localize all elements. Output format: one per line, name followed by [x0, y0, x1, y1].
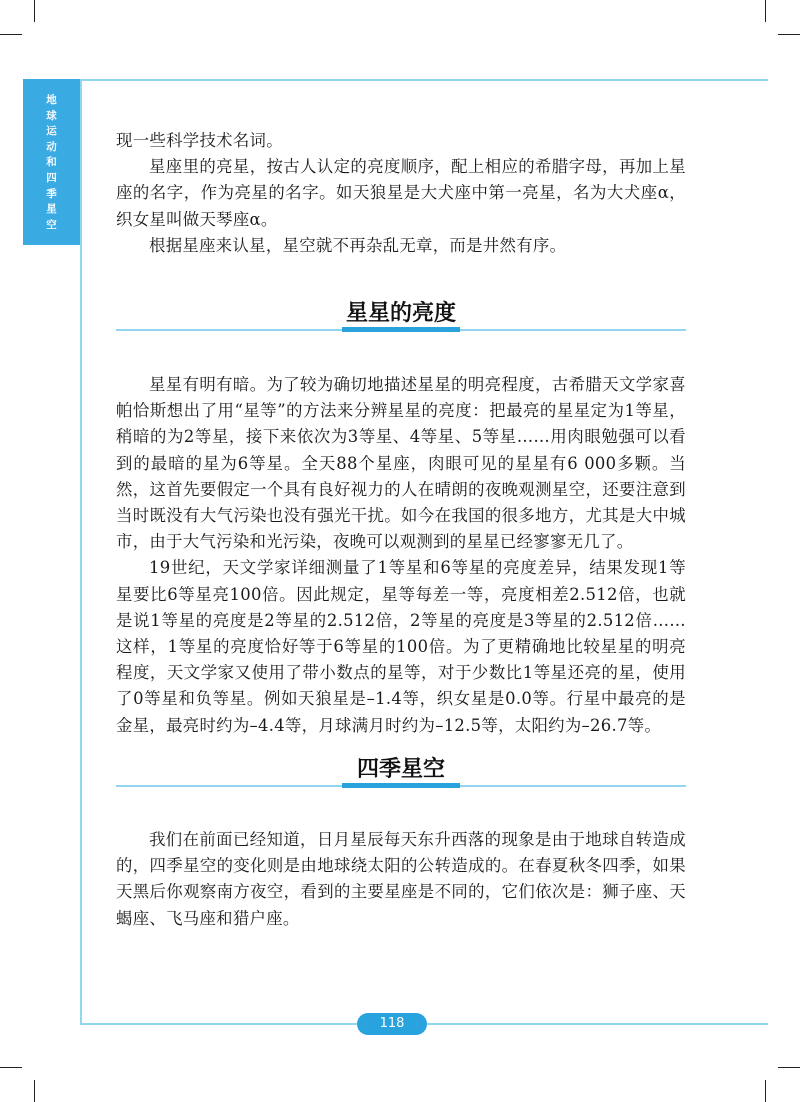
page-frame-top: [80, 79, 768, 81]
section-body-seasons: [116, 827, 686, 932]
crop-mark: [0, 1067, 22, 1068]
crop-mark: [778, 34, 800, 35]
page-frame-left: [80, 79, 82, 1025]
heading-accent-bar: [342, 783, 460, 788]
crop-mark: [765, 1080, 766, 1102]
paragraph: 现一些科学技术名词。: [116, 131, 283, 150]
crop-mark: [34, 0, 35, 22]
crop-mark: [765, 0, 766, 22]
paragraph: 星座里的亮星，按古人认定的亮度顺序，配上相应的希腊字母，再加上星座的名字，作为亮星的名字。如天狼星是大犬座中第一亮星，名为大犬座α，织女星叫做天琴座α。: [116, 157, 686, 229]
crop-mark: [778, 1067, 800, 1068]
paragraph: 星星有明有暗。为了较为确切地描述星星的明亮程度，古希腊天文学家喜帕恰斯想出了用“星等”的方法来分辨星星的亮度：把最亮的星星定为1等星，稍暗的为2等星，接下来依次为3等星、4等星、5等星……用肉眼勉强可以看到的最暗的星为6等星。全天88个星座，肉眼可见的星星有6 000多颗。当然，这首先要假定一个具有良好视力的人在晴朗的夜晚观测星空，还要注意到当时既没有大气污染也没有强光干扰。如今在我国的很多地方，尤其是大中城市，由于大气污染和光污染，夜晚可以观测到的星星已经寥寥无几了。: [116, 375, 686, 552]
section-title: 四季星空: [356, 757, 445, 782]
section-title: 星星的亮度: [345, 301, 456, 326]
paragraph: 19世纪，天文学家详细测量了1等星和6等星的亮度差异，结果发现1等星要比6等星亮100倍。因此规定，星等每差一等，亮度相差2.512倍，也就是说1等星的亮度是2等星的2.512倍，2等星的亮度是3等星的2.512倍……这样，1等星的亮度恰好等于6等星的100倍。为了更精确地比较星星的明亮程度，天文学家又使用了带小数点的星等，对于少数比1等星还亮的星，使用了0等星和负等星。例如天狼星是–1.4等，织女星是0.0等。行星中最亮的是金星，最亮时约为–4.4等，月球满月时约为–12.5等，太阳约为–26.7等。: [116, 558, 686, 735]
chapter-char: 季: [46, 187, 57, 200]
crop-mark: [34, 1080, 35, 1102]
chapter-char: 运: [46, 125, 57, 138]
chapter-char: 地: [46, 94, 57, 106]
section-heading-seasons: [116, 752, 686, 796]
intro-text: [116, 128, 686, 259]
chapter-char: 四: [46, 171, 57, 184]
chapter-title-vertical: [23, 93, 80, 233]
chapter-char: 星: [46, 203, 57, 216]
section-heading-brightness: [116, 296, 686, 340]
crop-mark: [0, 34, 22, 35]
section-body-brightness: [116, 372, 686, 739]
chapter-side-tab: [23, 79, 80, 245]
page-number: 118: [357, 1013, 427, 1035]
chapter-char: 球: [46, 109, 57, 122]
chapter-char: 动: [46, 140, 57, 153]
paragraph: 根据星座来认星，星空就不再杂乱无章，而是井然有序。: [149, 235, 567, 255]
chapter-char: 和: [46, 156, 57, 169]
chapter-char: 空: [46, 218, 57, 231]
paragraph: 我们在前面已经知道，日月星辰每天东升西落的现象是由于地球自转造成的，四季星空的变化则是由地球绕太阳的公转造成的。在春夏秋冬四季，如果天黑后你观察南方夜空，看到的主要星座是不同的，它们依次是：狮子座、天蝎座、飞马座和猎户座。: [116, 830, 686, 928]
heading-accent-bar: [342, 327, 460, 332]
